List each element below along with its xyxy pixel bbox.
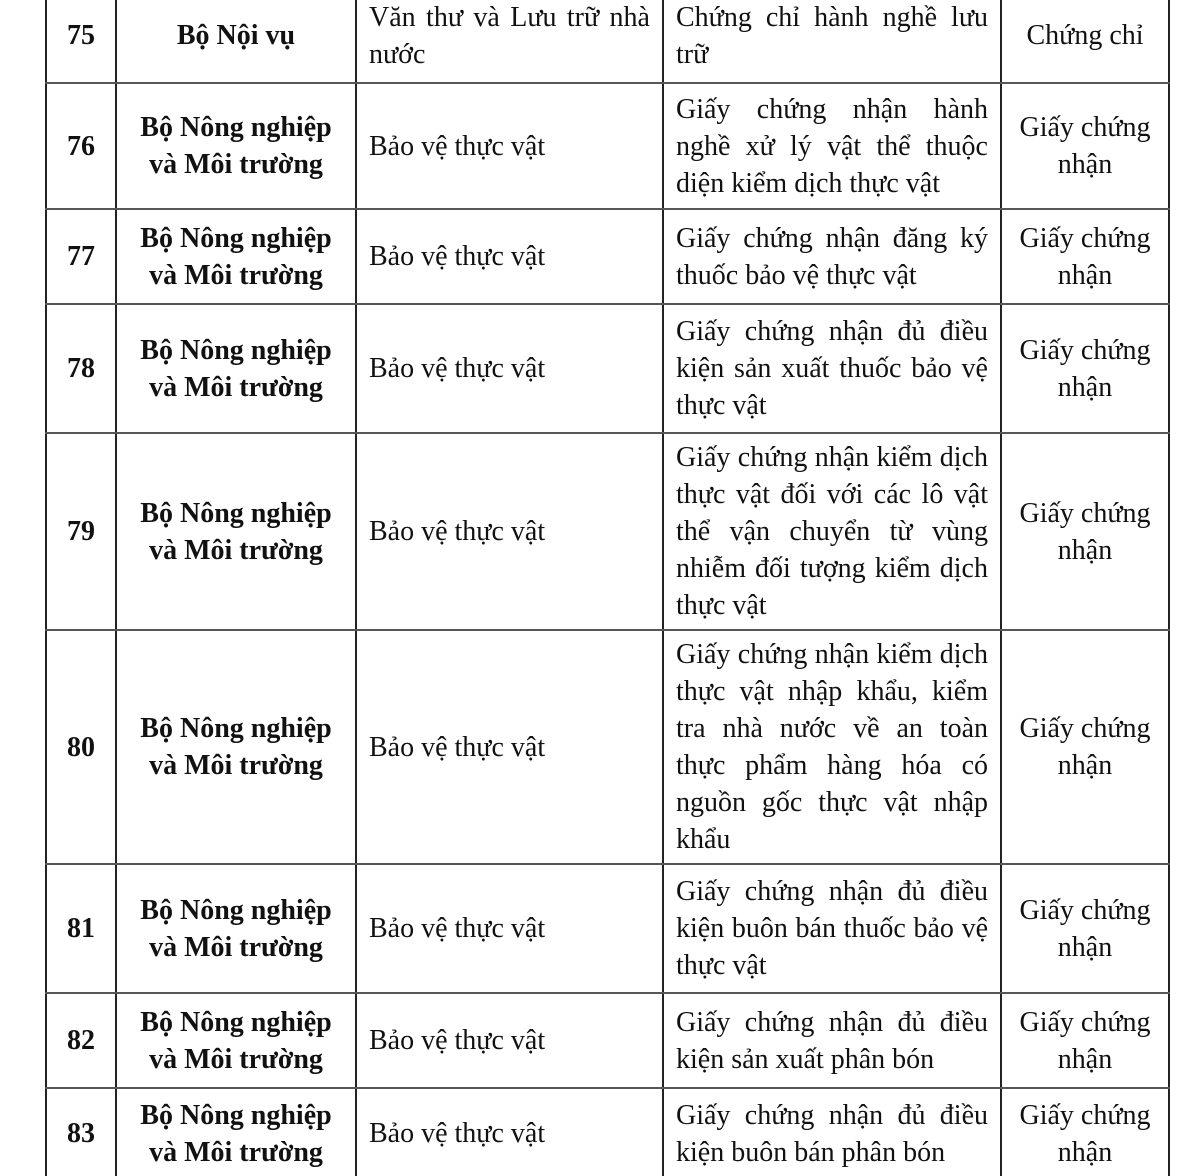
- field-cell: Bảo vệ thực vật: [356, 83, 663, 209]
- row-number-cell: 78: [46, 304, 116, 433]
- field-cell: Bảo vệ thực vật: [356, 630, 663, 864]
- row-number-cell: 82: [46, 993, 116, 1088]
- row-number-cell: 79: [46, 433, 116, 630]
- certificate-name-cell: Giấy chứng nhận đăng ký thuốc bảo vệ thực vật: [663, 209, 1001, 304]
- ministry-cell: Bộ Nông nghiệp và Môi trường: [116, 1088, 356, 1176]
- ministry-cell: Bộ Nông nghiệp và Môi trường: [116, 630, 356, 864]
- result-type-cell: Giấy chứng nhận: [1001, 83, 1169, 209]
- ministry-cell: Bộ Nội vụ: [116, 0, 356, 83]
- result-type-cell: Giấy chứng nhận: [1001, 993, 1169, 1088]
- certificate-name-cell: Giấy chứng nhận đủ điều kiện sản xuất thuốc bảo vệ thực vật: [663, 304, 1001, 433]
- certificate-name-cell: Giấy chứng nhận đủ điều kiện sản xuất phân bón: [663, 993, 1001, 1088]
- field-cell: Bảo vệ thực vật: [356, 209, 663, 304]
- field-cell: Bảo vệ thực vật: [356, 864, 663, 993]
- row-number-cell: 83: [46, 1088, 116, 1176]
- certificate-name-cell: Giấy chứng nhận kiểm dịch thực vật nhập khẩu, kiểm tra nhà nước về an toàn thực phẩm hàng hóa có nguồn gốc thực vật nhập khẩu: [663, 630, 1001, 864]
- ministry-cell: Bộ Nông nghiệp và Môi trường: [116, 209, 356, 304]
- table-row: [46, 0, 1169, 83]
- result-type-cell: Chứng chỉ: [1001, 0, 1169, 83]
- row-number-cell: 81: [46, 864, 116, 993]
- table-row: [46, 304, 1169, 433]
- ministry-cell: Bộ Nông nghiệp và Môi trường: [116, 993, 356, 1088]
- certificate-name-cell: Giấy chứng nhận đủ điều kiện buôn bán thuốc bảo vệ thực vật: [663, 864, 1001, 993]
- result-type-cell: Giấy chứng nhận: [1001, 304, 1169, 433]
- ministry-cell: Bộ Nông nghiệp và Môi trường: [116, 864, 356, 993]
- certificate-name-cell: Giấy chứng nhận kiểm dịch thực vật đối với các lô vật thể vận chuyển từ vùng nhiễm đối tượng kiểm dịch thực vật: [663, 433, 1001, 630]
- ministry-cell: Bộ Nông nghiệp và Môi trường: [116, 433, 356, 630]
- row-number-cell: 80: [46, 630, 116, 864]
- row-number-cell: 77: [46, 209, 116, 304]
- table-row: [46, 209, 1169, 304]
- table-row: [46, 1088, 1169, 1176]
- field-cell: Bảo vệ thực vật: [356, 993, 663, 1088]
- result-type-cell: Giấy chứng nhận: [1001, 864, 1169, 993]
- field-cell: Bảo vệ thực vật: [356, 433, 663, 630]
- field-cell: Bảo vệ thực vật: [356, 304, 663, 433]
- result-type-cell: Giấy chứng nhận: [1001, 1088, 1169, 1176]
- certificate-name-cell: Giấy chứng nhận hành nghề xử lý vật thể thuộc diện kiểm dịch thực vật: [663, 83, 1001, 209]
- result-type-cell: Giấy chứng nhận: [1001, 433, 1169, 630]
- ministry-cell: Bộ Nông nghiệp và Môi trường: [116, 304, 356, 433]
- table-row: [46, 864, 1169, 993]
- result-type-cell: Giấy chứng nhận: [1001, 209, 1169, 304]
- certificate-name-cell: Giấy chứng nhận đủ điều kiện buôn bán phân bón: [663, 1088, 1001, 1176]
- row-number-cell: 76: [46, 83, 116, 209]
- row-number-cell: 75: [46, 0, 116, 83]
- certificate-name-cell: Chứng chỉ hành nghề lưu trữ: [663, 0, 1001, 83]
- table-row: [46, 433, 1169, 630]
- certificates-table: [45, 0, 1170, 1176]
- table-row: [46, 630, 1169, 864]
- table-row: [46, 83, 1169, 209]
- table-row: [46, 993, 1169, 1088]
- field-cell: Bảo vệ thực vật: [356, 1088, 663, 1176]
- field-cell: Văn thư và Lưu trữ nhà nước: [356, 0, 663, 83]
- certificates-table-body: [46, 0, 1169, 1176]
- result-type-cell: Giấy chứng nhận: [1001, 630, 1169, 864]
- ministry-cell: Bộ Nông nghiệp và Môi trường: [116, 83, 356, 209]
